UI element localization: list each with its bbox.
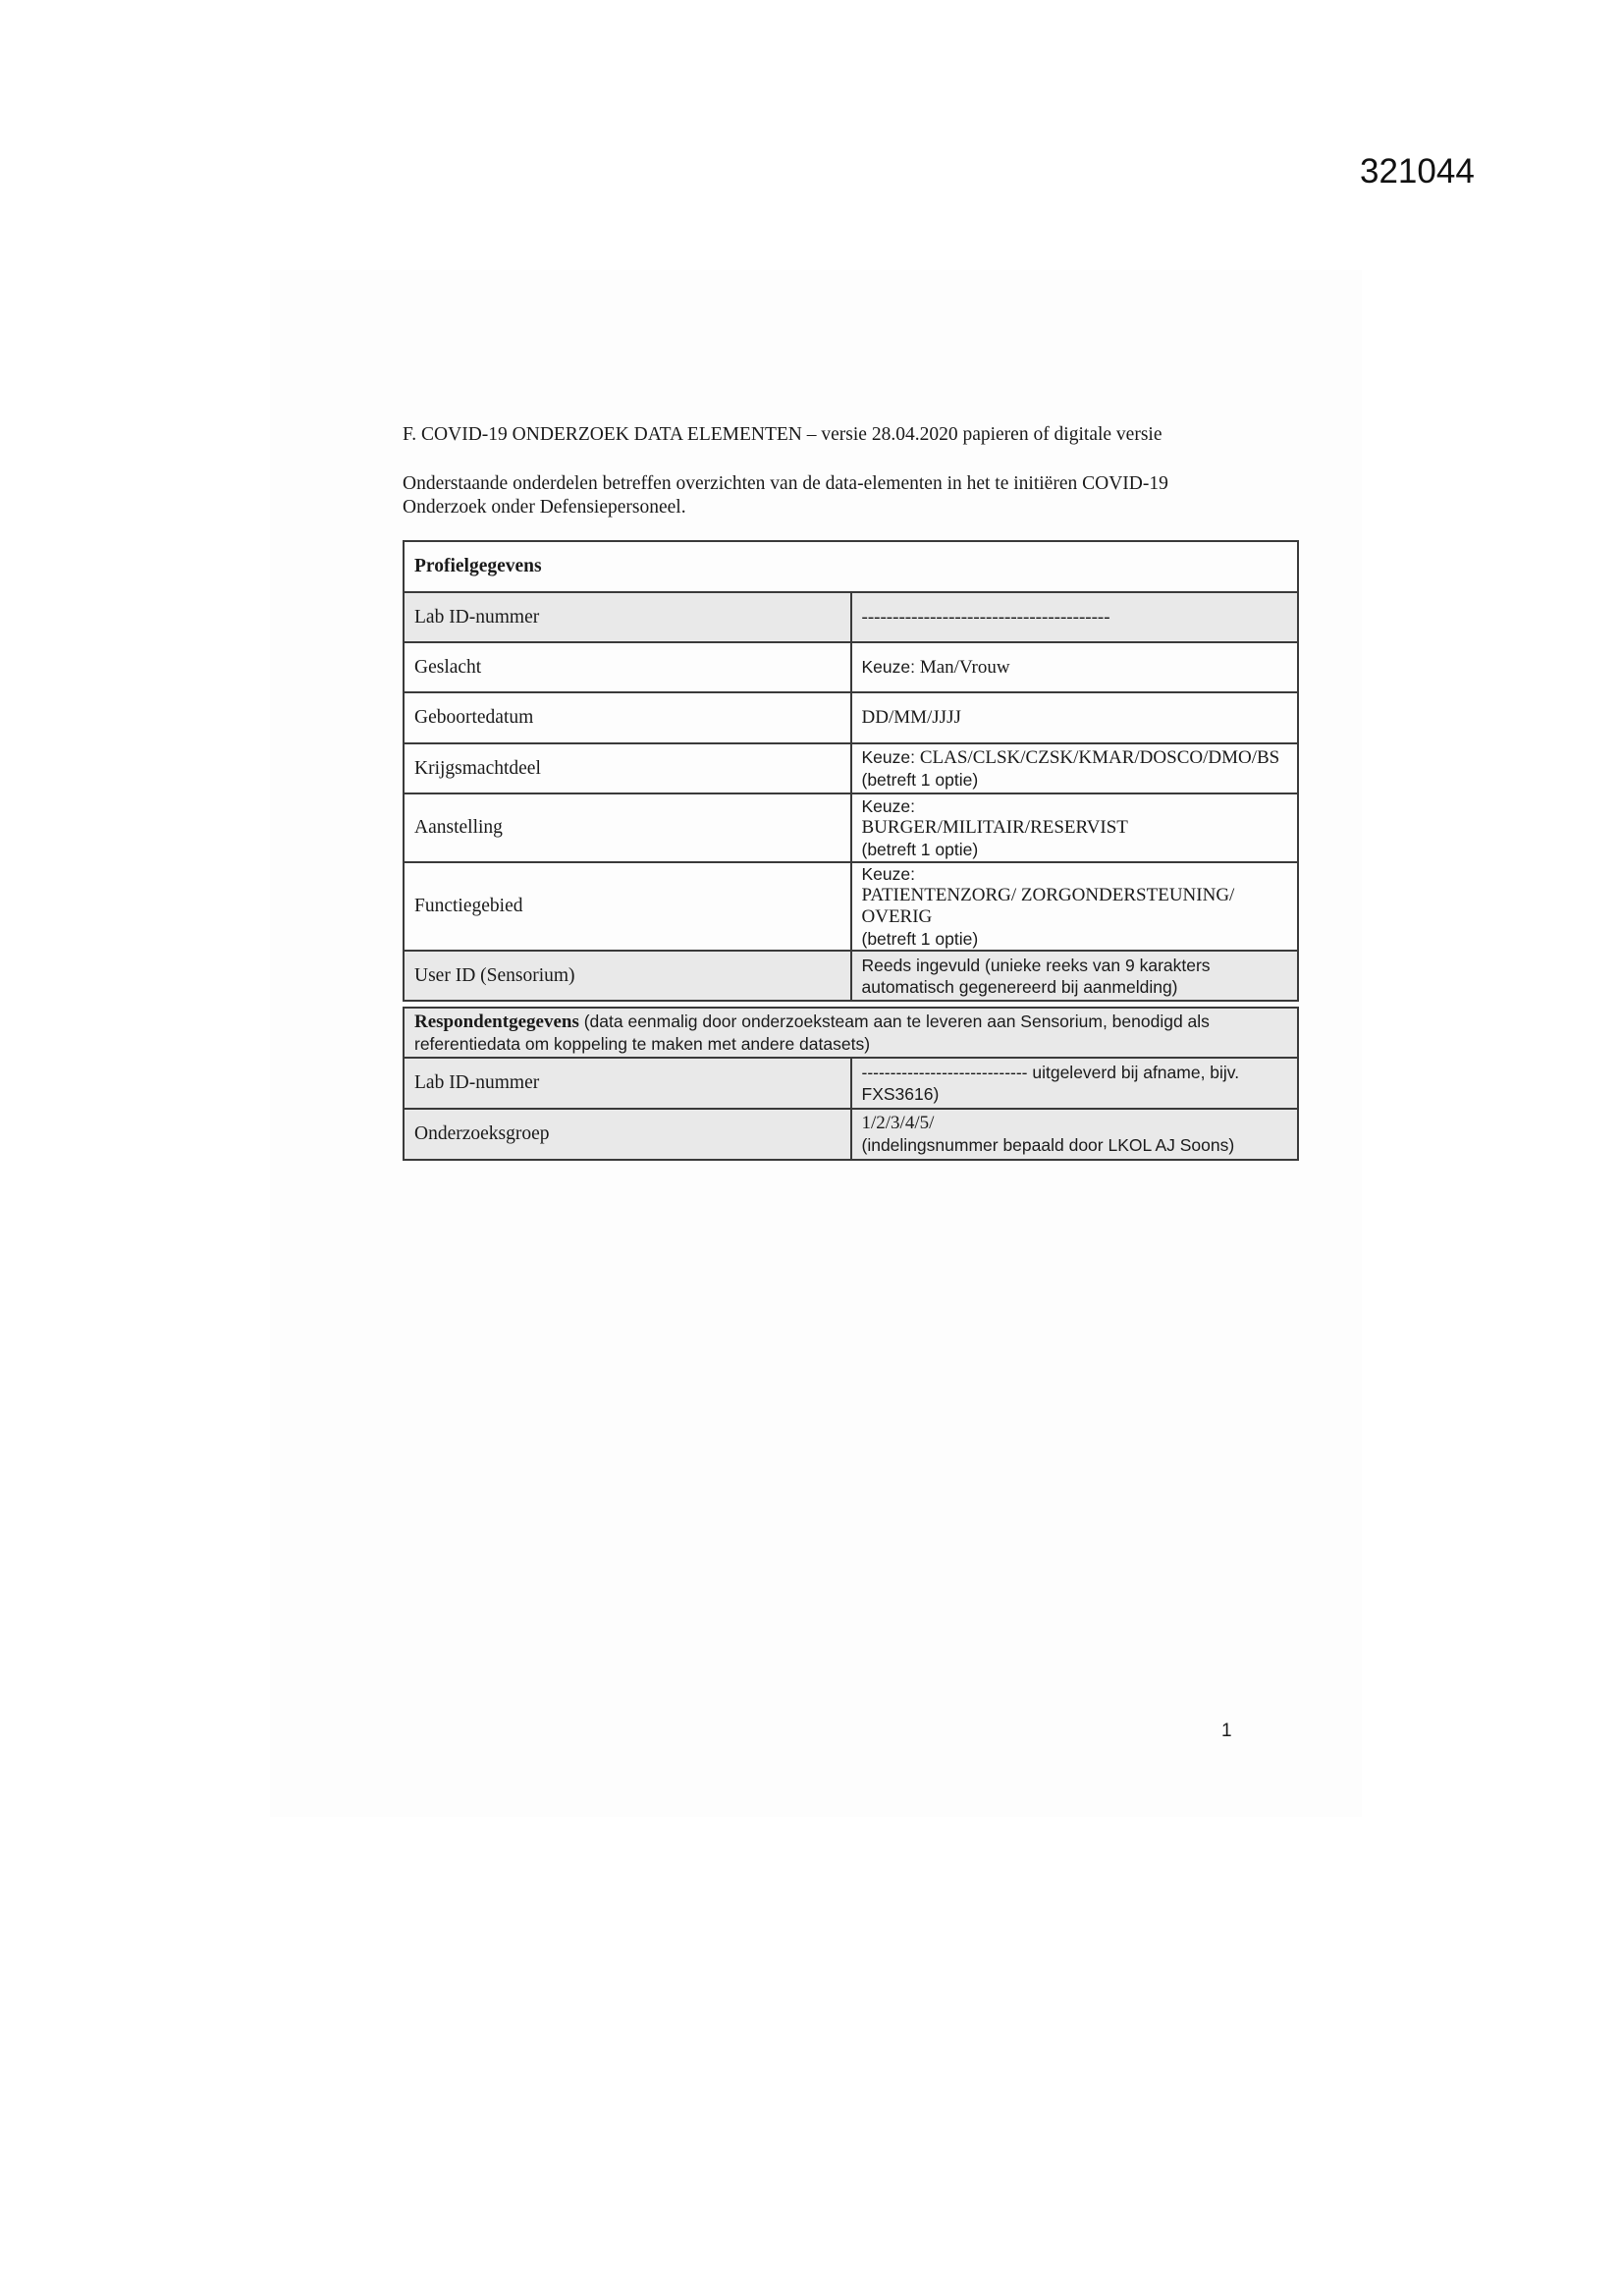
row-value: Keuze: Man/Vrouw: [851, 642, 1299, 692]
profile-table: [403, 540, 1299, 1002]
row-label: Lab ID-nummer: [404, 592, 851, 642]
row-label: Onderzoeksgroep: [404, 1109, 851, 1160]
row-value: Keuze: BURGER/MILITAIR/RESERVIST (betreft 1 optie): [851, 793, 1299, 862]
row-label: Krijgsmachtdeel: [404, 743, 851, 793]
row-value: Keuze: PATIENTENZORG/ ZORGONDERSTEUNING/ OVERIG (betreft 1 optie): [851, 862, 1299, 951]
table-row: [404, 1058, 1298, 1109]
table-row: [404, 793, 1298, 862]
profile-table-title: Profielgegevens: [404, 541, 1298, 592]
row-label: Geslacht: [404, 642, 851, 692]
row-label: Geboortedatum: [404, 692, 851, 743]
table-row: [404, 1109, 1298, 1160]
respondent-table-title: Respondentgegevens (data eenmalig door onderzoeksteam aan te leveren aan Sensorium, benodigd als referentiedata om koppeling te maken met andere datasets): [404, 1008, 1298, 1058]
page-number: 1: [1221, 1721, 1232, 1741]
row-label: Aanstelling: [404, 793, 851, 862]
table-row: [404, 642, 1298, 692]
page-heading: F. COVID-19 ONDERZOEK DATA ELEMENTEN – versie 28.04.2020 papieren of digitale versie: [403, 424, 1162, 445]
row-label: Lab ID-nummer: [404, 1058, 851, 1109]
respondent-table: [403, 1007, 1299, 1161]
row-value: ----------------------------------------: [851, 592, 1299, 642]
table-row: [404, 692, 1298, 743]
row-label: User ID (Sensorium): [404, 951, 851, 1001]
table-row: [404, 862, 1298, 951]
table-row: [404, 592, 1298, 642]
row-value: ----------------------------- uitgeleverd bij afname, bijv. FXS3616): [851, 1058, 1299, 1109]
row-label: Functiegebied: [404, 862, 851, 951]
row-value: 1/2/3/4/5/ (indelingsnummer bepaald door LKOL AJ Soons): [851, 1109, 1299, 1160]
row-value: DD/MM/JJJJ: [851, 692, 1299, 743]
intro-paragraph: Onderstaande onderdelen betreffen overzichten van de data-elementen in het te initiëren COVID-19 Onderzoek onder Defensiepersoneel.: [403, 473, 1168, 518]
row-value: Keuze: CLAS/CLSK/CZSK/KMAR/DOSCO/DMO/BS (betreft 1 optie): [851, 743, 1299, 793]
document-number: 321044: [1360, 152, 1475, 191]
row-value: Reeds ingevuld (unieke reeks van 9 karakters automatisch gegenereerd bij aanmelding): [851, 951, 1299, 1001]
table-row: [404, 743, 1298, 793]
table-row: [404, 951, 1298, 1001]
